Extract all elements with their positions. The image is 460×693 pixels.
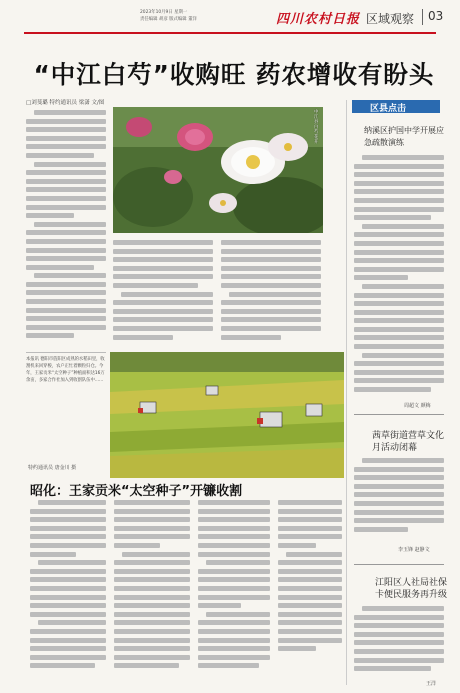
harvest-photo-graphic <box>110 352 344 478</box>
sidebar-item-2-title: 茜草街道营草文化月活动闭幕 <box>372 431 445 453</box>
rice-harvest-photo <box>110 352 344 478</box>
peony-flower-photo <box>113 107 323 233</box>
sidebar-item-1-title: 纳溪区护国中学开展应急疏散演练 <box>364 126 444 147</box>
masthead-date: 2023年10月9日 星期一 <box>140 10 188 15</box>
article-column-3 <box>221 240 321 345</box>
sidebar-item-3-author: 王洋 <box>426 681 437 687</box>
sidebar-item-1-text <box>354 155 444 400</box>
section-title: 区域观察 <box>366 12 415 26</box>
page-number: 03 <box>428 9 444 23</box>
sidebar-item-3-text <box>354 606 444 678</box>
sidebar-divider-1 <box>354 414 444 415</box>
masthead-meta <box>140 9 270 23</box>
sub-headline: 昭化：王家贡米“太空种子”开镰收割 <box>30 484 243 499</box>
field-photo-credit: 特约通讯员 唐金川 摄 <box>28 465 77 471</box>
column-divider <box>346 100 347 685</box>
main-headline: “中江白芍”收购旺 药农增收有盼头 <box>33 60 435 89</box>
masthead-rule <box>24 32 436 34</box>
sidebar-item-2-text <box>354 458 444 538</box>
article-column-2 <box>113 240 213 345</box>
masthead-separator <box>422 9 423 25</box>
sidebar-item-3-title: 江阳区人社局社保卡便民服务再升级 <box>375 578 448 600</box>
masthead-editors: 责任编辑 胡彦 版式编辑 董洋 <box>140 17 197 22</box>
sidebar-item-2-author: 李玉锋 赵静文 <box>398 547 430 553</box>
masthead <box>0 6 460 36</box>
article-column-1 <box>26 110 106 346</box>
sidebar-tag-label: 区县点击 <box>370 104 407 114</box>
bottom-column-2 <box>114 500 190 685</box>
byline: □刘斐璐 特约通讯员 梁潇 文/图 <box>26 100 105 106</box>
sidebar-item-1-author: 周超文 颜梅 <box>404 403 431 409</box>
flower-photo-graphic <box>113 107 323 233</box>
photo-credit-vertical: 中江县白芍花开 <box>314 110 319 145</box>
bottom-column-4 <box>278 500 342 685</box>
caption-rule <box>26 352 106 353</box>
sidebar-divider-2 <box>354 564 444 565</box>
bottom-column-3 <box>198 500 270 685</box>
field-photo-caption: 本报讯 德阳市旌阳区成熟的水稻田里，收割机来回穿梭，农户正忙着颗粒归仓。今年，王家贡米“太空种子”种植面积达16万余亩，多家合作社加入到收割队伍中…… <box>26 357 105 383</box>
newspaper-logo: 四川农村日报 <box>276 12 361 27</box>
bottom-column-1 <box>30 500 106 685</box>
